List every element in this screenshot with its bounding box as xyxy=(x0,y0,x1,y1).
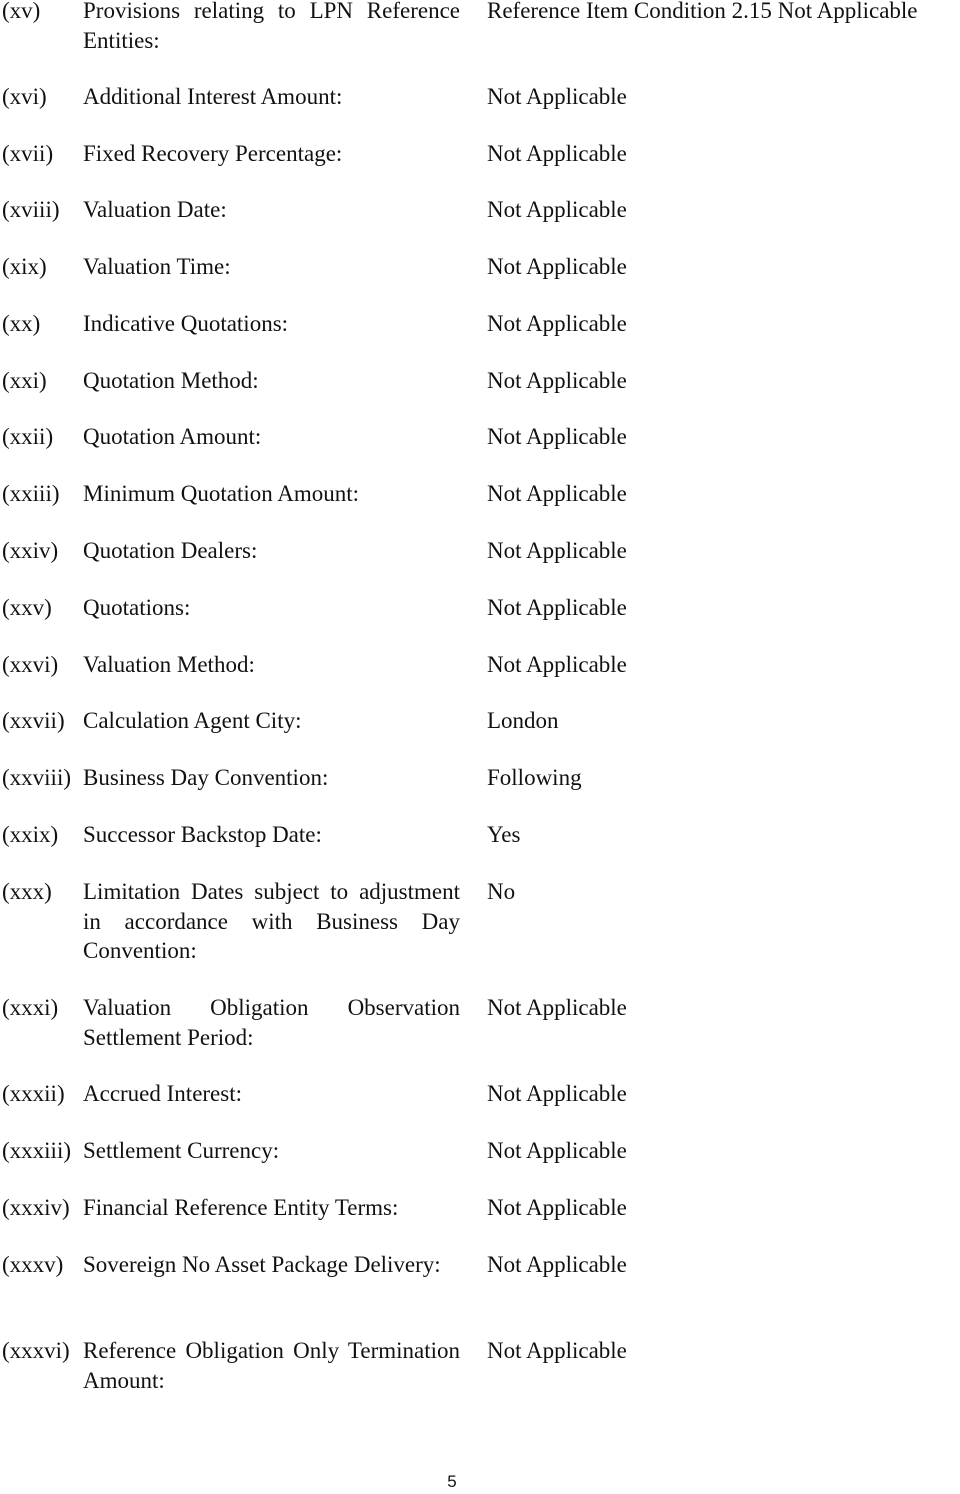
term-number: (xviii) xyxy=(2,197,60,222)
term-label: Quotation Amount: xyxy=(83,424,262,449)
term-value: Reference Item Condition 2.15 Not Applicable xyxy=(487,0,918,23)
term-value: Following xyxy=(487,765,582,790)
term-label: Settlement Currency: xyxy=(83,1138,280,1163)
term-value: Not Applicable xyxy=(487,1252,627,1277)
term-value: Not Applicable xyxy=(487,368,627,393)
term-label: Provisions relating to LPN Reference Entities: xyxy=(83,0,460,53)
term-value: No xyxy=(487,879,516,904)
term-value: Not Applicable xyxy=(487,1081,627,1106)
term-number: (xxvi) xyxy=(2,652,59,677)
term-number: (xxv) xyxy=(2,595,52,620)
term-number: (xxxiv) xyxy=(2,1195,70,1220)
term-label: Limitation Dates subject to adjustment in accordance with Business Day Convention: xyxy=(83,879,460,963)
term-label: Valuation Obligation Observation Settlement Period: xyxy=(83,995,460,1050)
term-value: Not Applicable xyxy=(487,1138,627,1163)
term-value: Not Applicable xyxy=(487,141,627,166)
term-label: Calculation Agent City: xyxy=(83,708,302,733)
term-value: Not Applicable xyxy=(487,595,627,620)
term-value: Not Applicable xyxy=(487,481,627,506)
term-label: Valuation Time: xyxy=(83,254,231,279)
term-label: Accrued Interest: xyxy=(83,1081,243,1106)
term-label: Fixed Recovery Percentage: xyxy=(83,141,343,166)
term-value: Not Applicable xyxy=(487,1195,627,1220)
term-number: (xxxiii) xyxy=(2,1138,71,1163)
term-value: Not Applicable xyxy=(487,424,627,449)
term-label: Minimum Quotation Amount: xyxy=(83,481,360,506)
term-number: (xxix) xyxy=(2,822,59,847)
term-number: (xxxv) xyxy=(2,1252,64,1277)
term-label: Additional Interest Amount: xyxy=(83,84,343,109)
term-label: Successor Backstop Date: xyxy=(83,822,322,847)
page-number: 5 xyxy=(447,1472,457,1491)
term-label: Sovereign No Asset Package Delivery: xyxy=(83,1252,441,1277)
term-number: (xxiii) xyxy=(2,481,60,506)
term-label: Valuation Method: xyxy=(83,652,255,677)
term-number: (xxii) xyxy=(2,424,54,449)
term-value: Not Applicable xyxy=(487,197,627,222)
term-value: Not Applicable xyxy=(487,1338,627,1363)
term-label: Quotation Method: xyxy=(83,368,259,393)
term-label: Indicative Quotations: xyxy=(83,311,289,336)
term-value: London xyxy=(487,708,559,733)
term-label: Business Day Convention: xyxy=(83,765,329,790)
term-value: Not Applicable xyxy=(487,538,627,563)
term-value: Not Applicable xyxy=(487,84,627,109)
term-number: (xix) xyxy=(2,254,47,279)
term-value: Not Applicable xyxy=(487,652,627,677)
term-value: Not Applicable xyxy=(487,254,627,279)
term-number: (xv) xyxy=(2,0,41,23)
term-number: (xvi) xyxy=(2,84,47,109)
term-label: Valuation Date: xyxy=(83,197,227,222)
term-number: (xvii) xyxy=(2,141,54,166)
term-number: (xxxi) xyxy=(2,995,59,1020)
term-number: (xxi) xyxy=(2,368,47,393)
term-number: (xxvii) xyxy=(2,708,65,733)
term-label: Quotation Dealers: xyxy=(83,538,258,563)
term-number: (xxxii) xyxy=(2,1081,65,1106)
term-value: Yes xyxy=(487,822,521,847)
term-number: (xxiv) xyxy=(2,538,59,563)
term-label: Quotations: xyxy=(83,595,191,620)
term-value: Not Applicable xyxy=(487,311,627,336)
term-label: Financial Reference Entity Terms: xyxy=(83,1195,399,1220)
term-number: (xxviii) xyxy=(2,765,71,790)
term-label: Reference Obligation Only Termination Amount: xyxy=(83,1338,460,1393)
term-number: (xx) xyxy=(2,311,41,336)
term-number: (xxx) xyxy=(2,879,52,904)
term-value: Not Applicable xyxy=(487,995,627,1020)
term-number: (xxxvi) xyxy=(2,1338,70,1363)
